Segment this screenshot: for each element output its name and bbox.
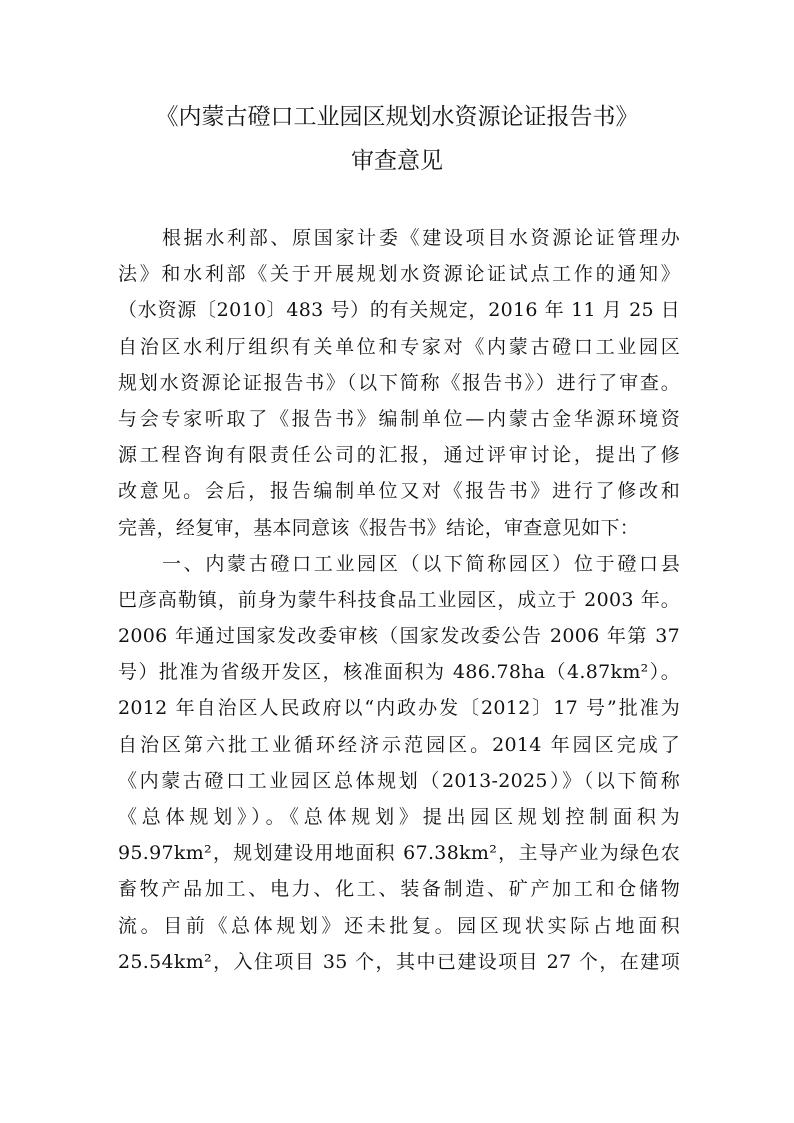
document-body bbox=[118, 220, 680, 980]
paragraph-line: 规划水资源论证报告书》（以下简称《报告书》）进行了审查。 bbox=[118, 371, 680, 394]
document-title: 《内蒙古磴口工业园区规划水资源论证报告书》 bbox=[155, 104, 639, 130]
paragraph-line: 号）批准为省级开发区，核准面积为 486.78ha（4.87km²）。 bbox=[118, 661, 680, 684]
document-subtitle: 审查意见 bbox=[351, 148, 443, 174]
paragraph-line: 根据水利部、原国家计委《建设项目水资源论证管理办 bbox=[162, 227, 680, 249]
paragraph-line: 一、内蒙古磴口工业园区（以下简称园区）位于磴口县 bbox=[162, 552, 680, 575]
paragraph-line: 95.97km²，规划建设用地面积 67.38km²，主导产业为绿色农 bbox=[118, 842, 680, 865]
paragraph-line: 畜牧产品加工、电力、化工、装备制造、矿产加工和仓储物 bbox=[118, 878, 680, 901]
paragraph-line: 流。目前《总体规划》还未批复。园区现状实际占地面积 bbox=[118, 914, 680, 937]
paragraph-line: 改意见。会后，报告编制单位又对《报告书》进行了修改和 bbox=[118, 480, 680, 503]
paragraph-line: 源工程咨询有限责任公司的汇报，通过评审讨论，提出了修 bbox=[118, 444, 680, 467]
paragraph-line: 与会专家听取了《报告书》编制单位—内蒙古金华源环境资 bbox=[118, 407, 680, 430]
paragraph-line: 《总体规划》）。《总体规划》提出园区规划控制面积为 bbox=[118, 806, 680, 828]
paragraph-line: 2012 年自治区人民政府以“内政办发〔2012〕17 号”批准为 bbox=[118, 697, 680, 720]
paragraph-line: 2006 年通过国家发改委审核（国家发改委公告 2006 年第 37 bbox=[118, 625, 680, 648]
paragraph-line: 自治区第六批工业循环经济示范园区。2014 年园区完成了 bbox=[118, 733, 680, 756]
paragraph-line: 完善，经复审，基本同意该《报告书》结论，审查意见如下： bbox=[118, 516, 640, 539]
paragraph-line: 自治区水利厅组织有关单位和专家对《内蒙古磴口工业园区 bbox=[118, 335, 680, 358]
paragraph-line: 《内蒙古磴口工业园区总体规划（2013-2025）》（以下简称 bbox=[118, 769, 680, 792]
paragraph-line: （水资源〔2010〕483 号）的有关规定，2016 年 11 月 25 日 bbox=[118, 299, 680, 322]
paragraph-line: 法》和水利部《关于开展规划水资源论证试点工作的通知》 bbox=[118, 263, 680, 286]
paragraph-line: 巴彦高勒镇，前身为蒙牛科技食品工业园区，成立于 2003 年。 bbox=[118, 588, 680, 611]
paragraph-line: 25.54km²，入住项目 35 个，其中已建设项目 27 个，在建项 bbox=[118, 950, 680, 973]
